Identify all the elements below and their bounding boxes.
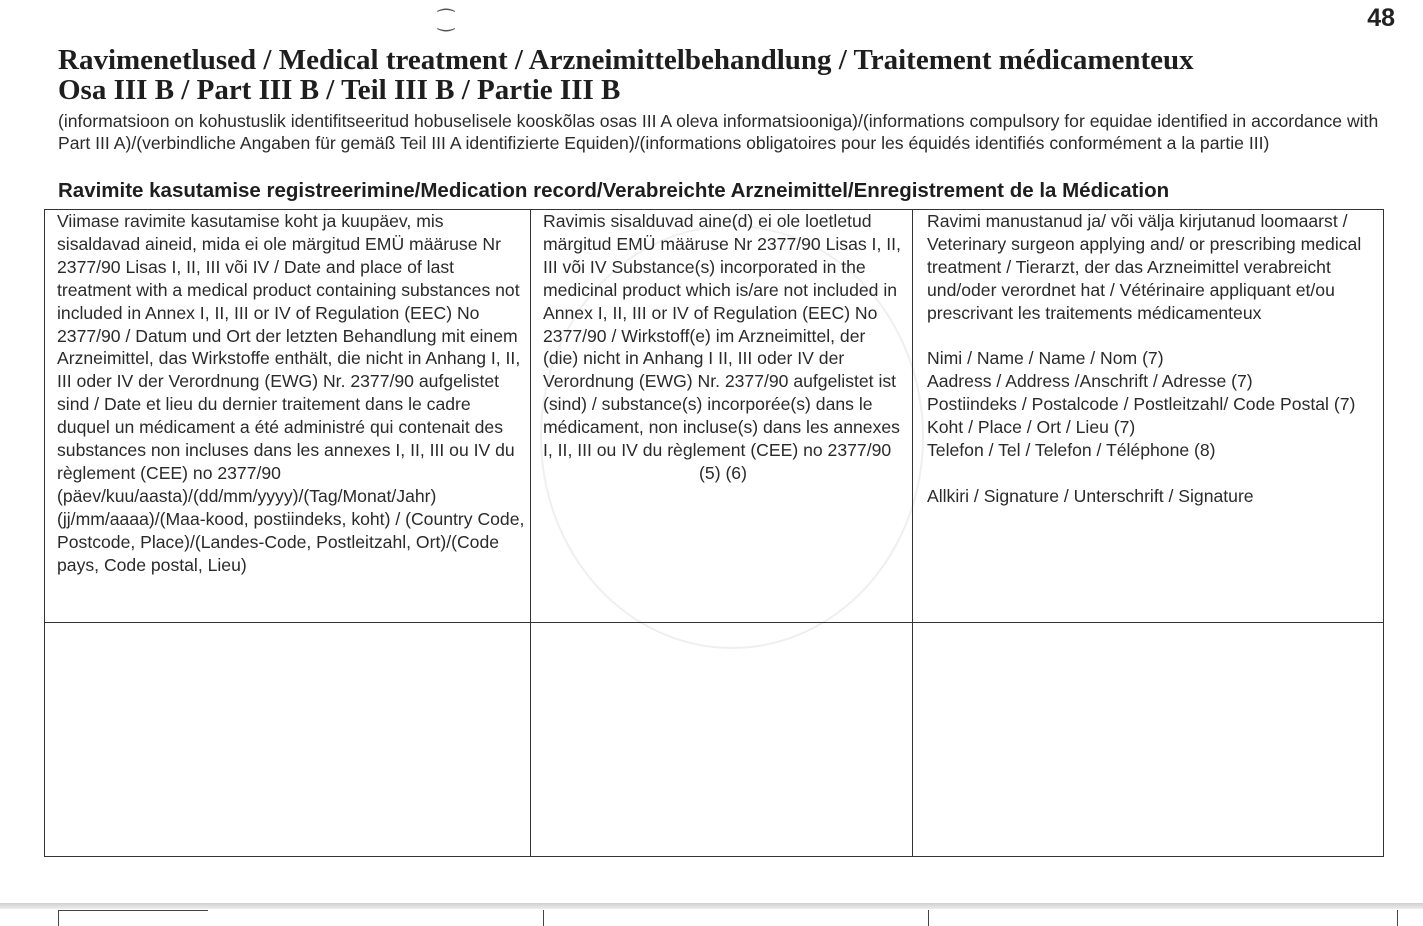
bottom-scan-strip [0,903,1423,909]
header-cell-substances [543,210,903,485]
entry-cell-veterinarian[interactable] [914,624,1383,856]
next-table-divider-2 [928,910,929,926]
header-cell-date-place-text: Viimase ravimite kasutamise koht ja kuupäev, mis sisaldavad aineid, mida ei ole märgitud EMÜ määruse Nr 2377/90 Lisas I, II, III või IV / Date and place of last treatment with a medical product containing substances not included in Annex I, II, III or IV of Regulation (EEC) No 2377/90 / Datum und Ort der letzten Behandlung mit einem Arzneimittel, das Wirkstoffe enthält, die nicht in Anhang I, II, III oder IV der Verordnung (EWG) Nr. 2377/90 aufgelistet sind / Date et lieu du dernier traitement dans le cadre duquel un médicament a été administré qui contenait des substances non incluses dans les annexes I, II, III ou IV du règlement (CEE) no 2377/90 (päev/kuu/aasta)/(dd/mm/yyyy)/(Tag/Monat/Jahr) (jj/mm/aaaa)/(Maa-kood, postiindeks, koht) / (Country Code, Postcode, Place)/(Landes-Code, Postleitzahl, Ort)/(Code pays, Code postal, Lieu) [57,211,525,575]
record-heading: Ravimite kasutamise registreerimine/Medication record/Verabreichte Arzneimittel/Enregistrement de la Médication [58,179,1170,202]
veterinarian-name-label: Nimi / Name / Name / Nom (7) [927,348,1164,369]
page-subtitle: Osa III B / Part III B / Teil III B / Partie III B [58,74,621,106]
next-table-divider-1 [543,910,544,926]
header-cell-substances-text: Ravimis sisalduvad aine(d) ei ole loetletud märgitud EMÜ määruse Nr 2377/90 Lisas I, II, III või IV Substance(s) incorporated in the medicinal product which is/are not included in Annex I, II, III or IV of Regulation (EEC) No 2377/90 / Wirkstoff(e) im Arzneimittel, der (die) nicht in Anhang I II, III oder IV der Verordnung (EWG) Nr. 2377/90 aufgelistet ist (sind) / substance(s) incorporée(s) dans le médicament, non incluse(s) dans les annexes I, II, III ou IV du règlement (CEE) no 2377/90 [543,211,901,461]
header-row-divider [45,622,1383,623]
header-cell-substances-notes: (5) (6) [699,462,747,483]
header-cell-date-place [57,210,527,577]
next-table-top-border [58,910,208,911]
next-table-left-tick [58,910,59,926]
veterinarian-place-label: Koht / Place / Ort / Lieu (7) [927,417,1136,438]
next-table-right-tick [1397,910,1398,926]
veterinarian-postal-label: Postiindeks / Postalcode / Postleitzahl/ Code Postal (7) [927,394,1356,415]
header-cell-veterinarian [927,210,1367,508]
veterinarian-intro: Ravimi manustanud ja/ või välja kirjutanud loomaarst / Veterinary surgeon applying and/ or prescribing medical treatment / Tierarzt, der das Arzneimittel verabreicht und/oder verordnet hat / Vétérinaire appliquant et/ou prescrivant les traitements médicamenteux [927,211,1362,323]
entry-cell-date-place[interactable] [45,624,529,856]
column-divider-1 [530,210,531,856]
veterinarian-address-label: Aadress / Address /Anschrift / Adresse (7) [927,371,1253,392]
page-title: Ravimenetlused / Medical treatment / Arzneimittelbehandlung / Traitement médicamenteux [58,44,1194,76]
column-divider-2 [912,210,913,856]
intro-text: (informatsioon on kohustuslik identifitseeritud hobuselisele kooskõlas osas III A oleva informatsiooniga)/(informations compulsory for equidae identified in accordance with Part III A)/(verbindliche Angaben für gemäß Teil III A identifizierte Equiden)/(informations obligatoires pour les équidés identifiés conformément a la partie III) [58,111,1379,153]
medication-record-table [44,209,1384,857]
entry-cell-substances[interactable] [532,624,911,856]
page-number: 48 [1367,4,1395,32]
scan-mark: ⁐ [438,10,455,32]
veterinarian-signature-label: Allkiri / Signature / Unterschrift / Signature [927,485,1254,506]
veterinarian-phone-label: Telefon / Tel / Telefon / Téléphone (8) [927,440,1216,461]
